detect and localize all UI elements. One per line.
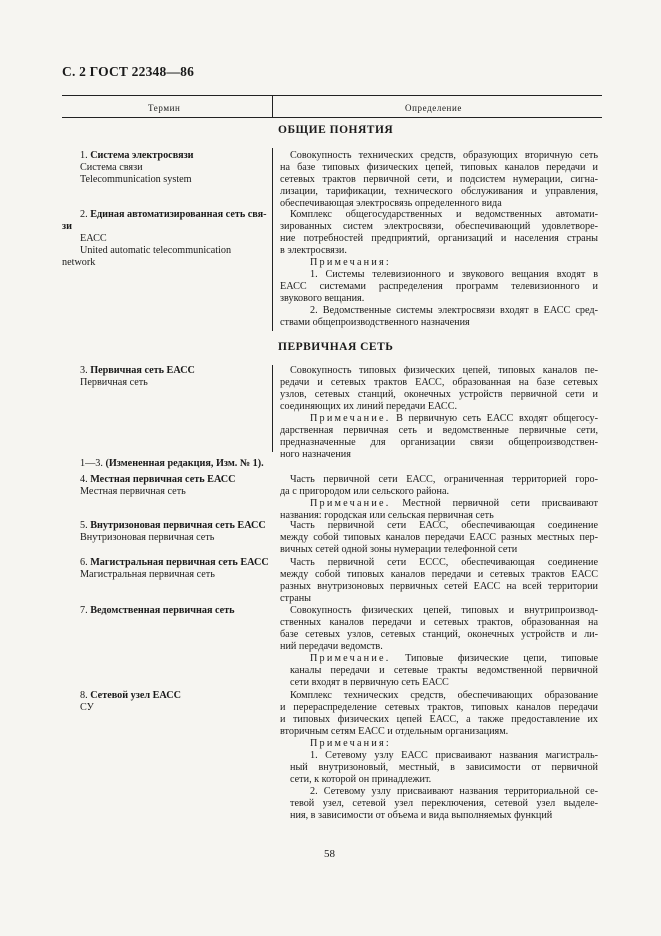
text-line: Единая автоматизированная сеть свя- xyxy=(90,209,267,220)
notes-label: Примечания: xyxy=(310,738,391,749)
text-line: Типовые физические цепи, типовые xyxy=(405,653,598,664)
text-line: 2. Ведомственные системы электросвязи входят в ЕАСС сред- xyxy=(310,305,598,316)
term-6 xyxy=(80,557,269,581)
text-line: редачи и сетевых трактов ЕАСС, образованная на базе сетевых xyxy=(280,377,598,388)
text-line: 3. xyxy=(80,365,88,376)
text-line: сетевых трактов первичной сети, и подсистем нумерации, сигна- xyxy=(280,174,598,185)
term-1 xyxy=(80,150,194,186)
table-head-rule xyxy=(62,117,602,118)
text-line: ственных каналов передачи и сетевых трактов, образованная на xyxy=(280,617,598,628)
note-label: Примечание. xyxy=(310,498,391,509)
text-line: между собой типовых каналов передачи и сетевых трактов ЕАСС xyxy=(280,569,598,580)
text-line: Сетевой узел ЕАСС xyxy=(90,690,181,701)
text-line: зи xyxy=(62,221,72,232)
note-label: Примечание. xyxy=(310,653,391,664)
text-line: на базе типовых физических цепей, типовых каналов передачи и xyxy=(280,162,598,173)
term-3 xyxy=(80,365,195,389)
text-line: ЕАСС системами распределения программ телевизионного и xyxy=(280,281,598,292)
text-line: Ведомственная первичная сеть xyxy=(90,605,235,616)
term-5 xyxy=(80,520,266,544)
text-line: 8. xyxy=(80,690,88,701)
text-line: ный внутризоновый, местный, в зависимости от первичной xyxy=(290,762,598,773)
divider-primary xyxy=(272,365,273,452)
text-line: вичных сетей одной зоны нумерации телефонной сети xyxy=(280,544,518,555)
section-title-primary: ПЕРВИЧНАЯ СЕТЬ xyxy=(278,341,394,353)
text-line: Совокупность типовых физических цепей, типовых каналов пе- xyxy=(290,365,598,376)
term-synonym: Внутризоновая первичная сеть xyxy=(80,532,215,543)
term-number: 1. xyxy=(80,150,88,161)
term-abbreviation: СУ xyxy=(80,702,94,713)
text-line: названия: городская или сельская первичная сеть xyxy=(280,510,494,521)
text-line: 5. xyxy=(80,520,88,531)
text-line: Внутризоновая первичная сеть ЕАСС xyxy=(90,520,266,531)
text-line: узлов, сетевых станций, оконечных устройств первичной сети и xyxy=(280,389,598,400)
definition-8 xyxy=(280,690,598,822)
definition-6 xyxy=(280,557,598,605)
section-title-general: ОБЩИЕ ПОНЯТИЯ xyxy=(278,124,394,136)
term-7 xyxy=(80,605,235,617)
table-top-rule xyxy=(62,95,602,96)
text-line: ствами общепроизводственного назначения xyxy=(280,317,470,328)
notes-label: Примечания: xyxy=(310,257,391,268)
text-line: обеспечивающая электросвязь определенного вида xyxy=(280,198,502,209)
text-line: 6. xyxy=(80,557,88,568)
term-2 xyxy=(62,209,268,269)
text-line: ния, в зависимости от объема и вида выполняемых функций xyxy=(290,810,553,821)
text-line: предназначенные для организации связи общепроизводствен- xyxy=(280,437,598,448)
text-line: Часть первичной сети ЕССС, обеспечивающая соединение xyxy=(290,557,598,568)
text-line: тевой узел, сетевой узел переключения, сетевой узел выделе- xyxy=(290,798,598,809)
text-line: Часть первичной сети ЕАСС, ограниченная территорией горо- xyxy=(290,474,598,485)
text-line: соединяющих их линий передачи ЕАСС. xyxy=(280,401,458,412)
table-column-divider xyxy=(272,95,273,117)
text-line: Часть первичной сети ЕАСС, обеспечивающая соединение xyxy=(290,520,598,531)
text-line: Совокупность технических средств, образующих вторичную сеть xyxy=(290,150,598,161)
text-line: и типовых физических цепей ЕАСС, а также предоставление их xyxy=(280,714,598,725)
text-line: Первичная сеть ЕАСС xyxy=(90,365,195,376)
definition-1 xyxy=(280,150,598,210)
text-line: страны xyxy=(280,593,312,604)
text-line: Местной первичной сети присваивают xyxy=(402,498,598,509)
text-line: 2. xyxy=(80,209,88,220)
definition-7 xyxy=(280,605,598,689)
definition-3 xyxy=(280,365,598,461)
text-line: каналы передачи и сетевые тракты ведомственной первичной xyxy=(290,665,598,676)
text-line: 7. xyxy=(80,605,88,616)
text-line: 2. Сетевому узлу присваивают названия территориальной се- xyxy=(310,786,598,797)
term-synonym: Местная первичная сеть xyxy=(80,486,186,497)
divider-general xyxy=(272,148,273,331)
text-line: вторичным сетям ЕАСС и отдельным организациям. xyxy=(280,726,509,737)
text-line: ний передачи ведомств. xyxy=(280,641,383,652)
text-line: зированных систем электросвязи, обеспечивающий удовлетворе- xyxy=(280,221,598,232)
edition-note xyxy=(80,458,264,470)
text-line: да с пригородом или сельского района. xyxy=(280,486,450,497)
text-line: 1—3. xyxy=(80,458,103,469)
term-synonym: Магистральная первичная сеть xyxy=(80,569,215,580)
text-line: 1. Сетевому узлу ЕАСС присваивают названия магистраль- xyxy=(310,750,598,761)
text-line: сети, к которой он принадлежит. xyxy=(290,774,432,785)
text-line: В первичную сеть ЕАСС входят общегосу- xyxy=(396,413,598,424)
text-line: network xyxy=(62,257,96,268)
text-line: Комплекс технических средств, обеспечивающих образование xyxy=(290,690,598,701)
page-header: С. 2 ГОСТ 22348—86 xyxy=(62,64,195,79)
text-line: Комплекс общегосударственных и ведомственных автомати- xyxy=(290,209,598,220)
term-synonym: Система связи xyxy=(80,162,143,173)
text-line: разных внутризоновых первичных сетей ЕАСС на всей территории xyxy=(280,581,598,592)
term-english: Telecommunication system xyxy=(80,174,192,185)
text-line: звукового вещания. xyxy=(280,293,365,304)
text-line: между собой типовых каналов передачи ЕАСС разных местных пер- xyxy=(280,532,598,543)
text-line: Совокупность физических цепей, типовых и внутрипроизвод- xyxy=(290,605,598,616)
text-line: 1. Системы телевизионного и звукового вещания входят в xyxy=(310,269,598,280)
text-line: 4. xyxy=(80,474,88,485)
text-line: лизации, тарификации, технического обслуживания и управления, xyxy=(280,186,598,197)
term-abbreviation: ЕАСС xyxy=(80,233,107,244)
text-line: дарственная первичная сеть и ведомственные первичные сети, xyxy=(280,425,598,436)
text-line: ного назначения xyxy=(280,449,351,460)
column-header-definition: Определение xyxy=(405,103,462,113)
term-english: United automatic telecommunication xyxy=(80,245,232,256)
term-name: Система электросвязи xyxy=(90,150,194,161)
text-line: сети входят в первичную сеть ЕАСС xyxy=(290,677,449,688)
term-4 xyxy=(80,474,236,498)
text-line: (Измененная редакция, Изм. № 1). xyxy=(105,458,264,469)
term-synonym: Первичная сеть xyxy=(80,377,148,388)
text-line: Магистральная первичная сеть ЕАСС xyxy=(90,557,269,568)
text-line: ние потребностей предприятий, организаций и населения страны xyxy=(280,233,598,244)
page-number: 58 xyxy=(324,848,335,860)
column-header-term: Термин xyxy=(148,103,181,113)
text-line: Местная первичная сеть ЕАСС xyxy=(90,474,236,485)
definition-2 xyxy=(280,209,598,329)
text-line: в электросвязи. xyxy=(280,245,347,256)
note-label: Примечание. xyxy=(310,413,391,424)
term-8 xyxy=(80,690,181,714)
definition-5 xyxy=(280,520,598,556)
text-line: базе сетевых узлов, сетевых станций, оконечных устройств и ли- xyxy=(280,629,598,640)
text-line: и перераспределение сетевых трактов, типовых каналов передачи xyxy=(280,702,598,713)
definition-4 xyxy=(280,474,598,522)
